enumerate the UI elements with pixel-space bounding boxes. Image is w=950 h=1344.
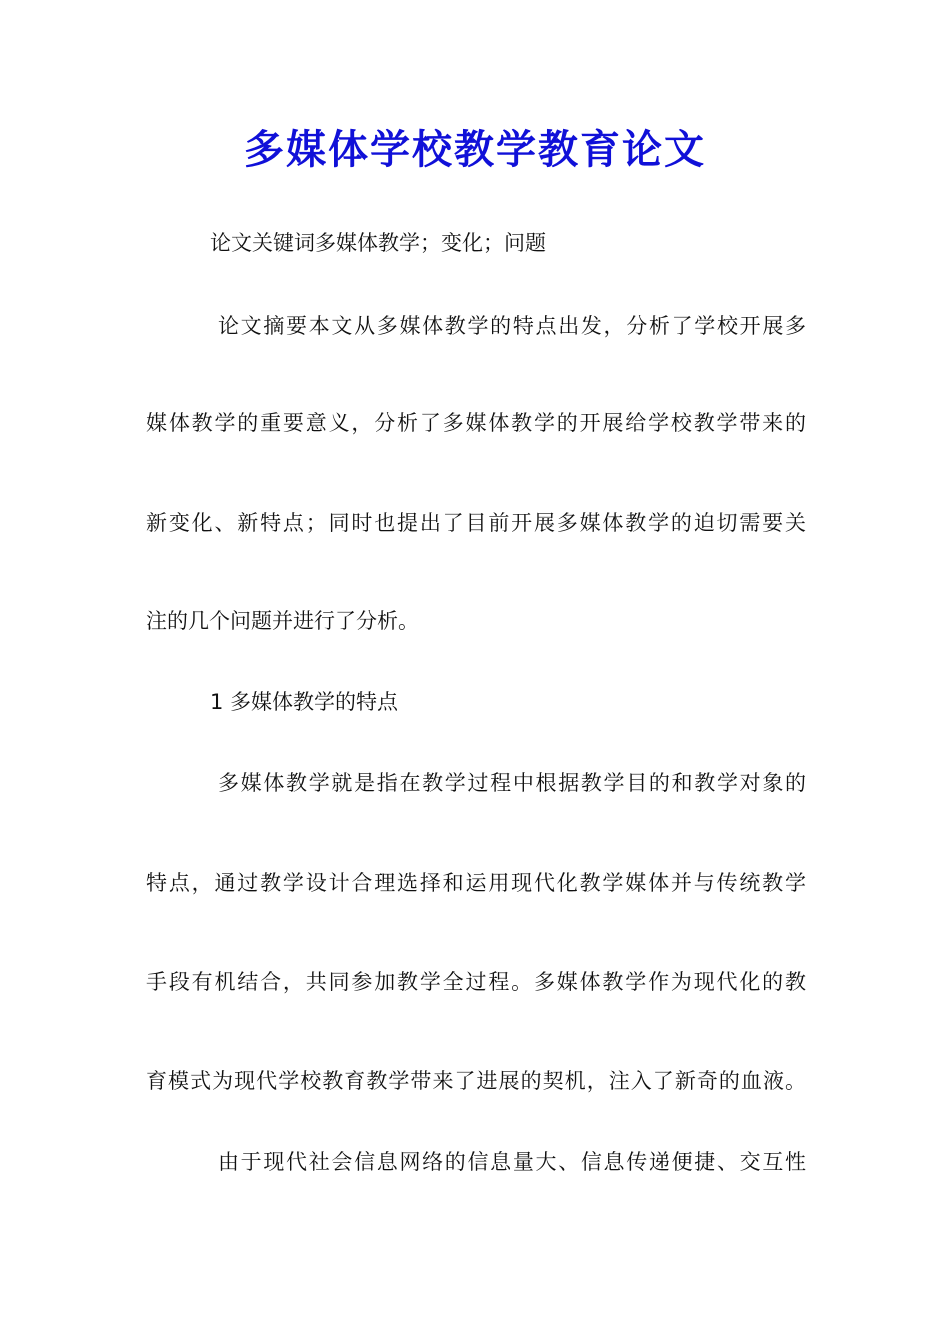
abstract-line-2: 媒体教学的重要意义，分析了多媒体教学的开展给学校教学带来的 [146, 411, 806, 435]
document-title: 多媒体学校教学教育论文 [244, 126, 706, 173]
abstract-line-3: 新变化、新特点；同时也提出了目前开展多媒体教学的迫切需要关 [146, 511, 806, 535]
keywords-line: 论文关键词多媒体教学；变化；问题 [210, 231, 546, 255]
paragraph1-line-1: 多媒体教学就是指在教学过程中根据教学目的和教学对象的 [218, 771, 806, 795]
paragraph1-line-4: 育模式为现代学校教育教学带来了进展的契机，注入了新奇的血液。 [146, 1069, 806, 1093]
paragraph2-line-1: 由于现代社会信息网络的信息量大、信息传递便捷、交互性 [218, 1150, 806, 1174]
paragraph1-line-3: 手段有机结合，共同参加教学全过程。多媒体教学作为现代化的教 [146, 970, 806, 994]
paragraph1-line-2: 特点，通过教学设计合理选择和运用现代化教学媒体并与传统教学 [146, 871, 806, 895]
abstract-line-1: 论文摘要本文从多媒体教学的特点出发，分析了学校开展多 [218, 314, 806, 338]
abstract-line-4: 注的几个问题并进行了分析。 [146, 609, 419, 633]
section-heading: 1 多媒体教学的特点 [210, 690, 399, 714]
